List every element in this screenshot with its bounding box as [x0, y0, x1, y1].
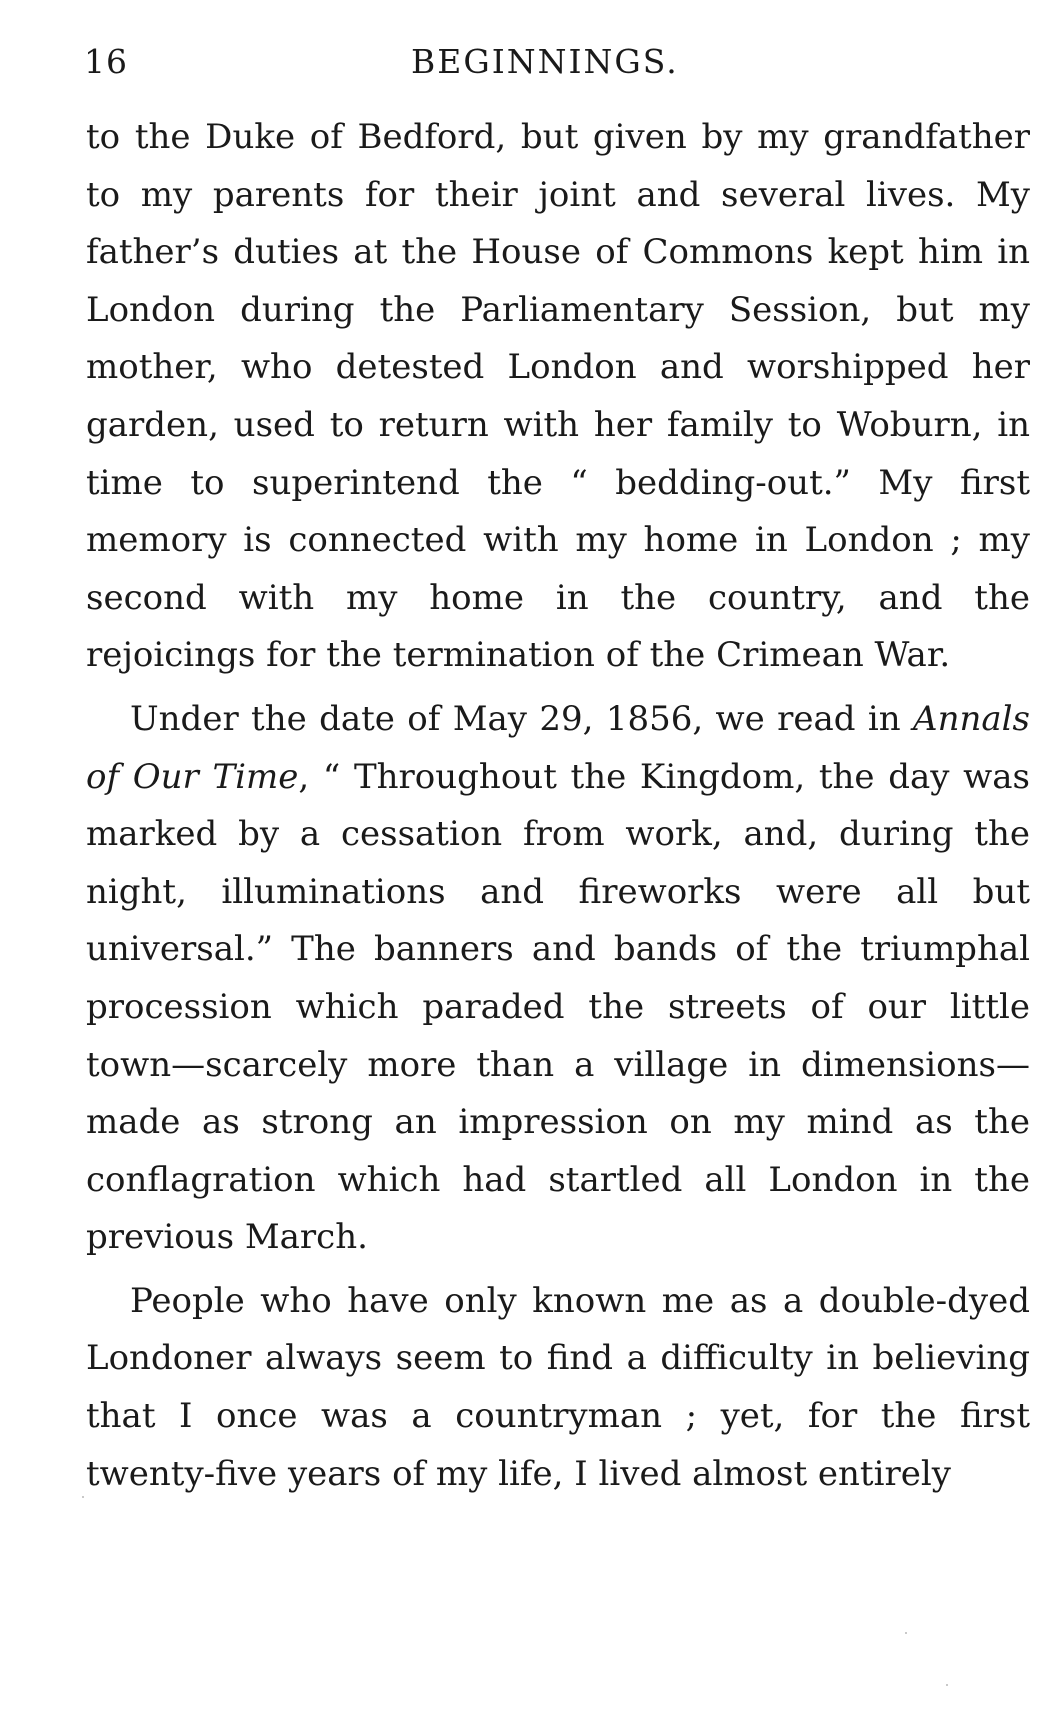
chapter-title: BEGINNINGS. — [411, 42, 679, 81]
paper-speck — [82, 1496, 84, 1498]
paragraph-annals-rest: , “ Throughout the Kingdom, the day was marked by a cessation from work, and, during the night, illuminations and fireworks were all but universal.” The banners and bands of the triumphal procession which paraded the streets of our little town—scarcely more than a village in dimensions—made as strong an impression on my mind as the conflagration which had startled all London in the previous March. — [86, 756, 1030, 1258]
paragraph-continued: to the Duke of Bedford, but given by my grandfather to my parents for their joint and several lives. My father’s duties at the House of Commons kept him in London during the Parliamentary Session, but my mother, who detested London and worshipped her garden, used to return with her family to Woburn, in time to superintend the “ bedding-out.” My first memory is connected with my home in London ; my second with my home in the country, and the rejoicings for the termination of the Crimean War. — [86, 117, 1030, 676]
body-text — [86, 109, 1030, 1503]
paragraph-annals-intro: Under the date of May 29, 1856, we read in — [130, 698, 914, 739]
paper-speck — [946, 1684, 948, 1686]
page-number: 16 — [84, 42, 128, 81]
book-title: Annals of Our Time — [86, 698, 1030, 797]
paragraph-londoner: People who have only known me as a double-dyed Londoner always seem to find a difficulty in believing that I once was a countryman ; yet, for the first twenty-five years of my life, I lived almost entirely — [86, 1280, 1030, 1494]
paper-speck — [905, 1632, 907, 1634]
running-head — [84, 42, 1028, 92]
paragraph-annals — [86, 691, 1030, 1267]
